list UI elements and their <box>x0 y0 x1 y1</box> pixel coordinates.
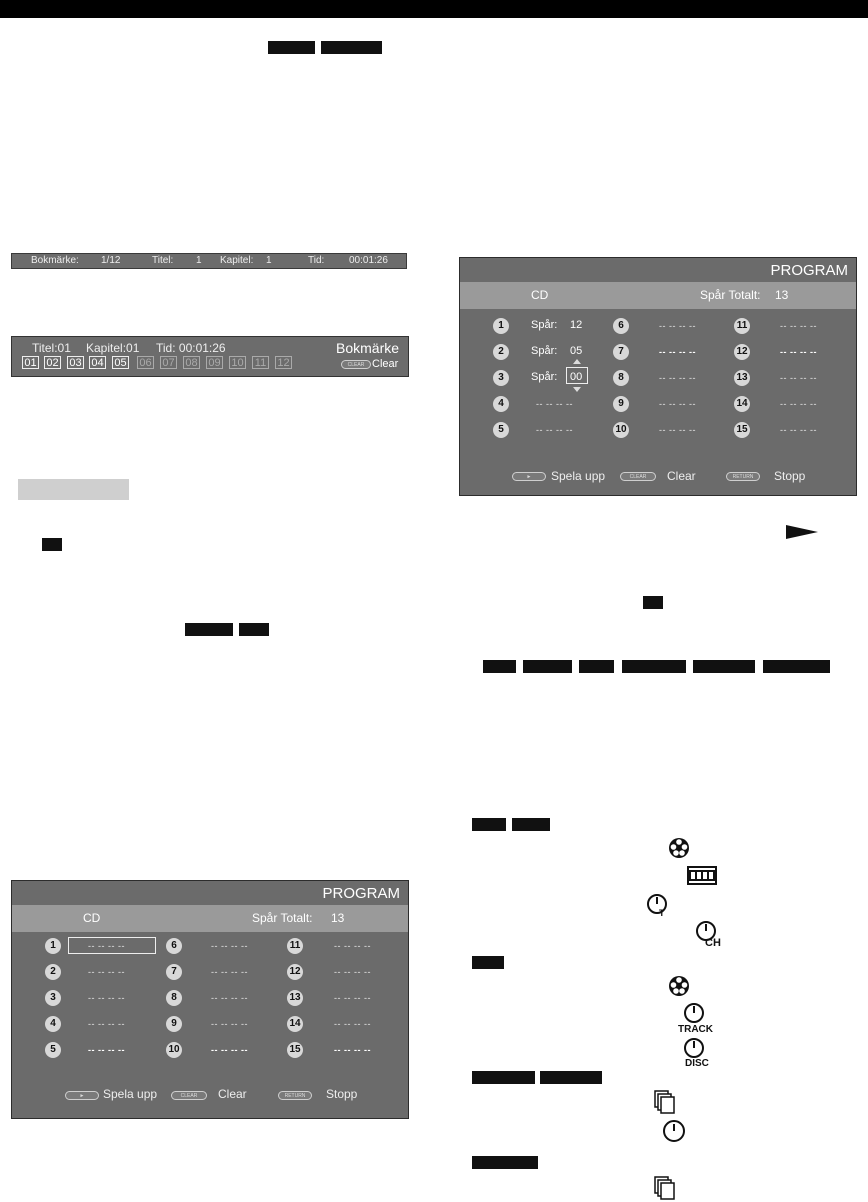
slot-number: 8 <box>613 370 629 386</box>
disc-badge <box>42 538 62 551</box>
title-text: Titel:01 <box>32 341 71 355</box>
title-value: 1 <box>196 255 202 266</box>
slot-number: 2 <box>45 964 61 980</box>
program-source-row <box>460 282 856 309</box>
program-screen-left <box>11 880 409 1119</box>
slot-entry[interactable]: -- -- -- -- <box>659 321 696 331</box>
bookmark-slot[interactable]: 09 <box>206 356 223 369</box>
clear-label: Clear <box>667 469 696 483</box>
disc-text: DISC <box>685 1058 709 1069</box>
total-value: 13 <box>775 288 789 302</box>
clear-button[interactable]: CLEAR <box>620 472 656 481</box>
track-value[interactable]: 05 <box>570 345 583 357</box>
slot-number: 3 <box>493 370 509 386</box>
ch-text: CH <box>705 937 721 948</box>
bookmark-slot[interactable]: 03 <box>67 356 84 369</box>
slot-entry[interactable]: -- -- -- -- <box>780 321 817 331</box>
slot-number: 5 <box>45 1042 61 1058</box>
disc-badge <box>643 596 663 609</box>
slot-entry[interactable]: -- -- -- -- <box>780 399 817 409</box>
slot-entry[interactable]: -- -- -- -- <box>88 1045 125 1055</box>
slot-number: 1 <box>45 938 61 954</box>
disc-badge <box>268 41 315 54</box>
slot-number: 3 <box>45 990 61 1006</box>
slot-entry[interactable]: -- -- -- -- <box>211 941 248 951</box>
bookmark-slot[interactable]: 11 <box>252 356 269 369</box>
play-icon <box>786 525 818 539</box>
slot-number: 6 <box>613 318 629 334</box>
source-label: CD <box>531 288 549 302</box>
down-arrow-icon[interactable] <box>573 387 581 392</box>
disc-badge <box>321 41 382 54</box>
slot-entry[interactable]: -- -- -- -- <box>334 1045 371 1055</box>
slot-entry[interactable]: -- -- -- -- <box>536 425 573 435</box>
program-title: PROGRAM <box>322 885 400 902</box>
clear-button[interactable]: CLEAR <box>171 1091 207 1100</box>
slot-number: 14 <box>734 396 750 412</box>
slot-number: 14 <box>287 1016 303 1032</box>
bookmark-slot[interactable]: 06 <box>137 356 154 369</box>
slot-entry[interactable]: -- -- -- -- <box>334 967 371 977</box>
time-value: 00:01:26 <box>349 255 388 266</box>
slot-entry[interactable]: -- -- -- -- <box>88 967 125 977</box>
program-source-row <box>12 905 408 932</box>
title-time-icon <box>646 893 672 917</box>
folder-icon <box>654 1090 676 1114</box>
bookmark-status-bar <box>11 253 407 269</box>
track-label: Spår: <box>531 319 558 331</box>
slot-number: 12 <box>734 344 750 360</box>
track-value[interactable]: 00 <box>570 371 583 383</box>
slot-entry[interactable]: -- -- -- -- <box>211 1045 248 1055</box>
total-value: 13 <box>331 911 345 925</box>
svg-text:T: T <box>659 908 665 917</box>
slot-number: 10 <box>166 1042 182 1058</box>
time-text: Tid: 00:01:26 <box>156 341 226 355</box>
time-label: Tid: <box>308 255 325 266</box>
disc-badge <box>512 818 550 831</box>
disc-badge <box>483 660 516 673</box>
disc-time-icon <box>683 1037 719 1069</box>
slot-number: 6 <box>166 938 182 954</box>
bookmark-value: 1/12 <box>101 255 121 266</box>
slot-entry[interactable]: -- -- -- -- <box>780 425 817 435</box>
slot-entry[interactable]: -- -- -- -- <box>88 993 125 1003</box>
slot-entry[interactable]: -- -- -- -- <box>780 347 817 357</box>
slot-entry[interactable]: -- -- -- -- <box>211 967 248 977</box>
track-text: TRACK <box>678 1024 713 1034</box>
slot-number: 11 <box>287 938 303 954</box>
slot-entry[interactable]: -- -- -- -- <box>536 399 573 409</box>
program-title: PROGRAM <box>770 262 848 279</box>
slot-number: 15 <box>734 422 750 438</box>
slot-number: 5 <box>493 422 509 438</box>
page-header-bar <box>0 0 868 18</box>
slot-number: 1 <box>493 318 509 334</box>
film-reel-icon <box>668 837 690 859</box>
slot-entry[interactable]: -- -- -- -- <box>659 373 696 383</box>
slot-number: 13 <box>287 990 303 1006</box>
chapter-label: Kapitel: <box>220 255 254 266</box>
slot-number: 9 <box>166 1016 182 1032</box>
play-label: Spela upp <box>103 1087 158 1101</box>
bookmark-slot[interactable]: 02 <box>44 356 61 369</box>
slot-entry[interactable]: -- -- -- -- <box>88 941 125 951</box>
chapter-time-icon <box>695 920 725 948</box>
track-label: Spår: <box>531 345 558 357</box>
clock-icon <box>662 1119 686 1143</box>
bookmark-heading: Bokmärke <box>336 340 400 356</box>
source-label: CD <box>83 911 101 925</box>
disc-badge <box>185 623 233 636</box>
slot-entry[interactable]: -- -- -- -- <box>88 1019 125 1029</box>
slot-number: 10 <box>613 422 629 438</box>
slot-number: 7 <box>166 964 182 980</box>
film-frames-icon <box>687 866 717 885</box>
slot-number: 13 <box>734 370 750 386</box>
program-header <box>12 881 408 906</box>
bookmark-label: Bokmärke: <box>31 255 79 266</box>
disc-badge <box>540 1071 602 1084</box>
note-highlight <box>18 479 129 500</box>
clear-label: Clear <box>218 1087 247 1101</box>
return-button[interactable]: RETURN <box>726 472 760 481</box>
title-label: Titel: <box>152 255 174 266</box>
folder-icon <box>654 1176 676 1200</box>
slot-entry[interactable]: -- -- -- -- <box>780 373 817 383</box>
slot-number: 4 <box>45 1016 61 1032</box>
slot-number: 8 <box>166 990 182 1006</box>
disc-badge <box>472 956 504 969</box>
disc-badge <box>472 1156 538 1169</box>
film-reel-icon <box>668 975 690 997</box>
clear-button[interactable]: CLEAR <box>341 360 371 369</box>
slot-number: 15 <box>287 1042 303 1058</box>
chapter-text: Kapitel:01 <box>86 341 140 355</box>
slot-entry[interactable]: -- -- -- -- <box>334 941 371 951</box>
slot-entry[interactable]: -- -- -- -- <box>659 425 696 435</box>
disc-badge <box>472 818 506 831</box>
up-arrow-icon[interactable] <box>573 359 581 364</box>
bookmark-slot[interactable]: 05 <box>112 356 129 369</box>
bookmark-slot[interactable]: 08 <box>183 356 200 369</box>
slot-entry[interactable]: -- -- -- -- <box>334 993 371 1003</box>
slot-number: 11 <box>734 318 750 334</box>
disc-badge <box>763 660 830 673</box>
chapter-value: 1 <box>266 255 272 266</box>
disc-badge <box>239 623 269 636</box>
disc-badge <box>622 660 686 673</box>
program-header <box>460 258 856 283</box>
play-button[interactable]: ► <box>512 472 546 481</box>
slot-number: 4 <box>493 396 509 412</box>
track-value[interactable]: 12 <box>570 319 583 331</box>
bookmark-slot[interactable]: 04 <box>89 356 106 369</box>
slot-entry[interactable]: -- -- -- -- <box>659 399 696 409</box>
program-screen-right <box>459 257 857 496</box>
disc-badge <box>693 660 755 673</box>
bookmark-panel <box>11 336 409 377</box>
slot-number: 7 <box>613 344 629 360</box>
disc-badge <box>523 660 572 673</box>
total-label: Spår Totalt: <box>700 288 761 302</box>
slot-entry[interactable]: -- -- -- -- <box>659 347 696 357</box>
slot-number: 2 <box>493 344 509 360</box>
track-label: Spår: <box>531 371 558 383</box>
stop-label: Stopp <box>326 1087 358 1101</box>
bookmark-slot[interactable]: 01 <box>22 356 39 369</box>
return-button[interactable]: RETURN <box>278 1091 312 1100</box>
bookmark-slot[interactable]: 10 <box>229 356 246 369</box>
play-button[interactable]: ► <box>65 1091 99 1100</box>
slot-number: 9 <box>613 396 629 412</box>
slot-entry[interactable]: -- -- -- -- <box>211 1019 248 1029</box>
play-label: Spela upp <box>551 469 606 483</box>
bookmark-slot[interactable]: 12 <box>275 356 292 369</box>
slot-number: 12 <box>287 964 303 980</box>
slot-entry[interactable]: -- -- -- -- <box>211 993 248 1003</box>
total-label: Spår Totalt: <box>252 911 313 925</box>
slot-entry[interactable]: -- -- -- -- <box>334 1019 371 1029</box>
bookmark-slot[interactable]: 07 <box>160 356 177 369</box>
track-time-icon <box>676 1002 716 1034</box>
clear-label: Clear <box>372 358 399 370</box>
disc-badge <box>472 1071 535 1084</box>
disc-badge <box>579 660 614 673</box>
stop-label: Stopp <box>774 469 806 483</box>
